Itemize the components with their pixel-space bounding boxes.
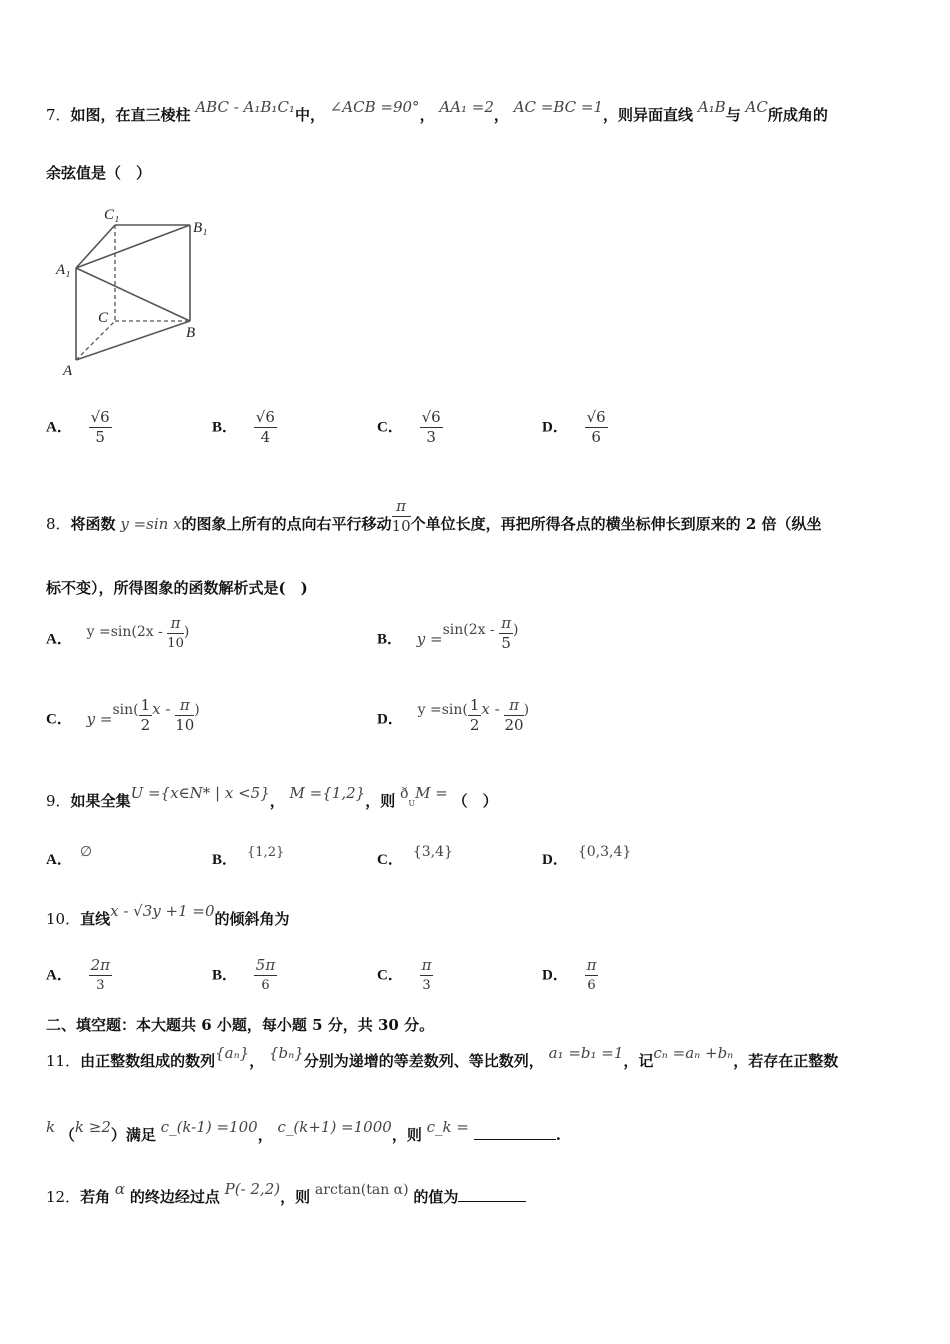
q9-option-a[interactable]: A． ∅: [46, 844, 93, 868]
prism-figure: [50, 200, 220, 382]
option-fraction: $\frac{√6}{4}$: [255, 408, 275, 446]
option-fraction: $\frac{5\pi}{6}$: [255, 956, 276, 993]
math-angle: ∠ACB =90°: [329, 98, 420, 116]
edge-a1-b1: [76, 225, 190, 268]
q10-option-b[interactable]: B． $\frac{5\pi}{6}$: [212, 956, 276, 993]
math-set-m: M ={1,2}: [289, 784, 366, 802]
label-b1: B₁: [193, 220, 208, 236]
question-12-line: 12．若角 α 的终边经过点 P(- 2,2)，则 arctan(tan α) 的值为: [46, 1186, 910, 1209]
edge-a1-c1: [76, 225, 115, 268]
question-9-line: 9．如果全集U ={x∈N* | x <5}， M ={1,2}，则 ðUM = （ ）: [46, 784, 498, 810]
math-aa1: AA₁ =2: [439, 98, 494, 116]
option-fraction: $\frac{√6}{5}$: [90, 408, 110, 446]
question-number: 11．: [46, 1052, 81, 1070]
q10-option-c[interactable]: C． $\frac{\pi}{3}$: [377, 956, 432, 993]
edge-a-b: [76, 321, 190, 360]
q9-option-d[interactable]: D． {0,3,4}: [542, 844, 632, 868]
half-fraction: $\frac{1}{2}$: [469, 696, 480, 734]
q8-option-d[interactable]: D． y =sin( $\frac{1}{2}$ x - $\frac{\pi}{20}$ ): [377, 696, 530, 734]
option-fraction: $\frac{\pi}{3}$: [421, 956, 432, 993]
q9-option-c[interactable]: C． {3,4}: [377, 844, 453, 868]
math-arctan: arctan(tan α): [314, 1182, 409, 1198]
option-fraction: $\frac{2\pi}{3}$: [90, 956, 111, 993]
q10-option-d[interactable]: D． $\frac{\pi}{6}$: [542, 956, 597, 993]
section-heading: 二、填空题：本大题共 6 小题，每小题 5 分，共 30 分。: [46, 1016, 435, 1034]
math-ac-bc: AC =BC =1: [513, 98, 604, 116]
question-8-line-1: 8．将函数 y =sin x的图象上所有的点向右平行移动 $\frac{\pi}{10}$ 个单位长度，再把所得各点的横坐标伸长到原来的 2 倍（纵坐: [46, 497, 822, 535]
q10-option-a[interactable]: A． $\frac{2\pi}{3}$: [46, 956, 111, 993]
math-seq-a: {aₙ}: [215, 1044, 250, 1062]
question-number: 9．: [46, 792, 71, 810]
math-line-equation: x - √3y +1 =0: [110, 902, 215, 920]
q8-option-c[interactable]: C． y =sin( $\frac{1}{2}$ x - $\frac{\pi}{10}$ ): [46, 696, 200, 734]
question-7-line-2: 余弦值是（ ）: [46, 164, 152, 182]
question-number: 12．: [46, 1188, 81, 1206]
math-seq-c: cₙ =aₙ +bₙ: [653, 1044, 734, 1062]
option-fraction: $\frac{\pi}{10}$: [175, 696, 195, 734]
question-7-line-1: 7．如图，在直三棱柱 ABC - A₁B₁C₁中， ∠ACB =90°， AA₁ =2， AC =BC =1，则异面直线 A₁B与 AC所成角的: [46, 98, 828, 124]
math-seq-b: {bₙ}: [269, 1044, 304, 1062]
complement-symbol: ð: [399, 786, 409, 802]
half-fraction: $\frac{1}{2}$: [140, 696, 151, 734]
label-c1: C₁: [104, 207, 120, 223]
math-ac: AC: [745, 98, 768, 116]
question-11-line-1: 11．由正整数组成的数列{aₙ}， {bₙ}分别为递增的等差数列、等比数列， a₁ =b₁ =1，记cₙ =aₙ +bₙ，若存在正整数: [46, 1044, 839, 1070]
math-alpha: α: [114, 1180, 126, 1198]
option-fraction: $\frac{√6}{3}$: [421, 408, 441, 446]
question-8-line-2: 标不变），所得图象的函数解析式是( ): [46, 579, 308, 597]
math-function: y =sin x: [120, 515, 182, 533]
label-c: C: [98, 310, 109, 326]
math-prism: ABC - A₁B₁C₁: [195, 98, 295, 116]
edge-a1-b: [76, 268, 190, 321]
option-fraction: $\frac{\pi}{10}$: [167, 614, 184, 651]
shift-fraction: $\frac{\pi}{10}$: [391, 497, 411, 535]
q7-option-c[interactable]: C． $\frac{√6}{3}$: [377, 408, 441, 446]
question-10-line: 10．直线x - √3y +1 =0的倾斜角为: [46, 902, 290, 928]
answer-blank[interactable]: [458, 1201, 526, 1202]
q7-option-d[interactable]: D． $\frac{√6}{6}$: [542, 408, 606, 446]
math-universal-set: U ={x∈N* | x <5}: [130, 784, 270, 802]
label-b: B: [186, 325, 196, 341]
label-a: A: [63, 363, 73, 379]
q8-option-a[interactable]: A． y =sin(2x - $\frac{\pi}{10}$ ): [46, 614, 190, 651]
question-11-line-2: k （k ≥2）满足 c_(k-1) =100， c_(k+1) =1000，则 c_k = .: [46, 1118, 561, 1144]
option-fraction: $\frac{\pi}{20}$: [504, 696, 524, 734]
math-point: P(- 2,2): [224, 1180, 281, 1198]
q7-option-b[interactable]: B． $\frac{√6}{4}$: [212, 408, 275, 446]
label-a1: A₁: [56, 262, 71, 278]
q7-option-a[interactable]: A． $\frac{√6}{5}$: [46, 408, 110, 446]
question-number: 7．: [46, 106, 71, 124]
math-initial: a₁ =b₁ =1: [548, 1044, 624, 1062]
math-a1b: A₁B: [697, 98, 726, 116]
option-fraction: $\frac{\pi}{5}$: [501, 614, 512, 652]
option-fraction: $\frac{\pi}{6}$: [586, 956, 597, 993]
option-fraction: $\frac{√6}{6}$: [586, 408, 606, 446]
answer-blank[interactable]: [474, 1139, 556, 1140]
q8-option-b[interactable]: B． y =sin(2x - $\frac{\pi}{5}$ ): [377, 614, 519, 652]
question-number: 8．: [46, 515, 71, 533]
question-number: 10．: [46, 910, 81, 928]
q9-option-b[interactable]: B． {1,2}: [212, 845, 285, 868]
